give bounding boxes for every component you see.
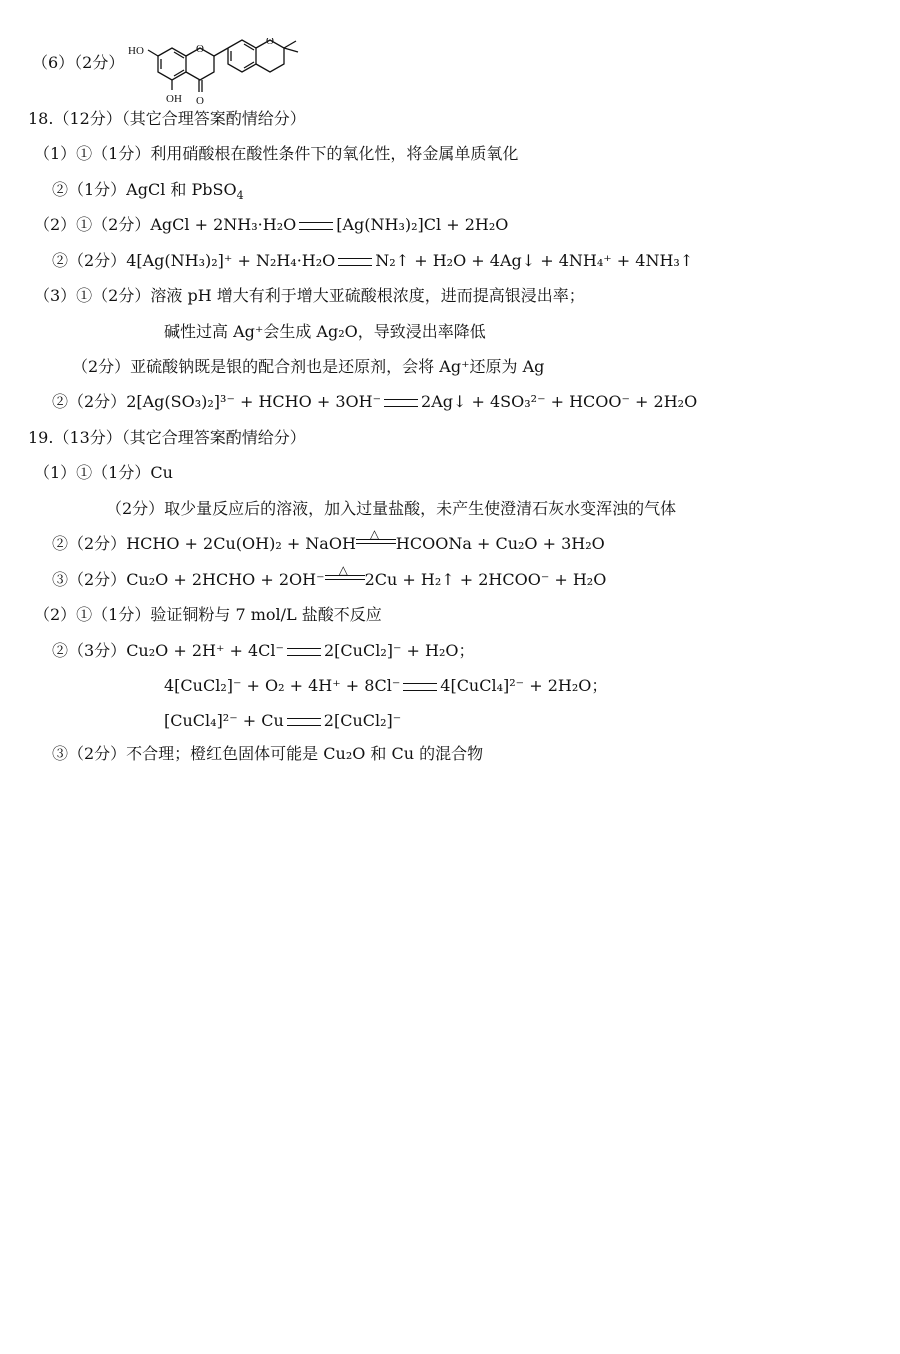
q18-line5: （3）①（2分）溶液 pH 增大有利于增大亚硫酸根浓度，进而提高银浸出率； [34, 286, 585, 305]
q19-line3-rhs: HCOONa + Cu₂O + 3H₂O [395, 534, 605, 553]
q18-line8-rhs: 2Ag↓ + 4SO₃²⁻ + HCOO⁻ + 2H₂O [421, 392, 698, 411]
q19-line8-rhs: 2[CuCl₂]⁻ [323, 711, 402, 730]
q19-line2: （2分）取少量反应后的溶液，加入过量盐酸，未产生使澄清石灰水变浑浊的气体 [106, 499, 677, 518]
heat-triangle-icon: △ [338, 563, 348, 577]
q19-line4-rhs: 2Cu + H₂↑ + 2HCOO⁻ + H₂O [364, 570, 607, 589]
q19-line3 [52, 527, 605, 555]
heat-equals-sign [325, 563, 365, 585]
q19-line4-prefix: ③（2分） [52, 570, 127, 589]
q19-line4-lhs: Cu₂O + 2HCHO + 2OH⁻ [126, 570, 325, 589]
heat-triangle-icon: △ [369, 527, 380, 541]
q19-line1: （1）①（1分）Cu [34, 463, 173, 482]
q18-line4-lhs: 4[Ag(NH₃)₂]⁺ + N₂H₄·H₂O [126, 251, 336, 270]
q18-line2-text: ②（1分）AgCl 和 PbSO [52, 180, 237, 199]
q19-line6-lhs: Cu₂O + 2H⁺ + 4Cl⁻ [126, 641, 284, 660]
equals-sign [338, 258, 372, 266]
q18-line2 [52, 179, 244, 201]
equals-sign [403, 683, 437, 691]
q18-line4-rhs: N₂↑ + H₂O + 4Ag↓ + 4NH₄⁺ + 4NH₃↑ [375, 251, 694, 270]
struct-ho-label: HO [128, 45, 144, 57]
q18-line2-sub: 4 [236, 189, 244, 203]
q19-line8 [164, 710, 401, 732]
q6-label: （6）（2分） [32, 53, 125, 72]
q18-line3-rhs: [Ag(NH₃)₂]Cl + 2H₂O [336, 215, 509, 234]
q18-line3 [34, 214, 508, 236]
q19-line4 [52, 563, 607, 591]
q18-line8-prefix: ②（2分） [52, 392, 127, 411]
q19-line3-prefix: ②（2分） [52, 534, 127, 553]
q18-line3-prefix: （2）①（2分） [34, 215, 151, 234]
struct-o-ring2: O [266, 38, 274, 47]
equals-sign [384, 399, 418, 407]
q18-line3-lhs: AgCl + 2NH₃·H₂O [150, 215, 297, 234]
equals-sign [299, 222, 333, 230]
q19-line6-prefix: ②（3分） [52, 641, 127, 660]
q18-line4-prefix: ②（2分） [52, 251, 127, 270]
q19-line5: （2）①（1分）验证铜粉与 7 mol/L 盐酸不反应 [34, 605, 382, 624]
q19-line7 [164, 675, 607, 697]
q19-line7-rhs: 4[CuCl₄]²⁻ + 2H₂O； [440, 676, 608, 695]
q18-line4 [52, 250, 693, 272]
heat-equals-sign [356, 527, 396, 549]
q19-line3-lhs: HCHO + 2Cu(OH)₂ + NaOH [126, 534, 356, 553]
q18-line1: （1）①（1分）利用硝酸根在酸性条件下的氧化性，将金属单质氧化 [34, 144, 519, 163]
q19-line8-lhs: [CuCl₄]²⁻ + Cu [164, 711, 284, 730]
q18-line6: 碱性过高 Ag⁺会生成 Ag₂O，导致浸出率降低 [164, 322, 486, 341]
struct-o-ring1: O [196, 43, 204, 55]
q19-line9: ③（2分）不合理；橙红色固体可能是 Cu₂O 和 Cu 的混合物 [52, 744, 484, 763]
struct-o-carbonyl: O [196, 95, 204, 107]
equals-sign [287, 648, 321, 656]
equals-sign [287, 718, 321, 726]
q18-line7: （2分）亚硫酸钠既是银的配合剂也是还原剂，会将 Ag⁺还原为 Ag [72, 357, 545, 376]
q18-title: 18.（12分）（其它合理答案酌情给分） [28, 109, 306, 128]
q19-line6-rhs: 2[CuCl₂]⁻ + H₂O； [323, 641, 475, 660]
q18-line8-lhs: 2[Ag(SO₃)₂]³⁻ + HCHO + 3OH⁻ [126, 392, 382, 411]
q19-line6 [52, 640, 474, 662]
q19-title: 19.（13分）（其它合理答案酌情给分） [28, 428, 306, 447]
flavanone-structure-diagram [128, 38, 328, 110]
q18-line8 [52, 391, 697, 413]
struct-oh-label: OH [166, 93, 182, 105]
q19-line7-lhs: 4[CuCl₂]⁻ + O₂ + 4H⁺ + 8Cl⁻ [164, 676, 401, 695]
